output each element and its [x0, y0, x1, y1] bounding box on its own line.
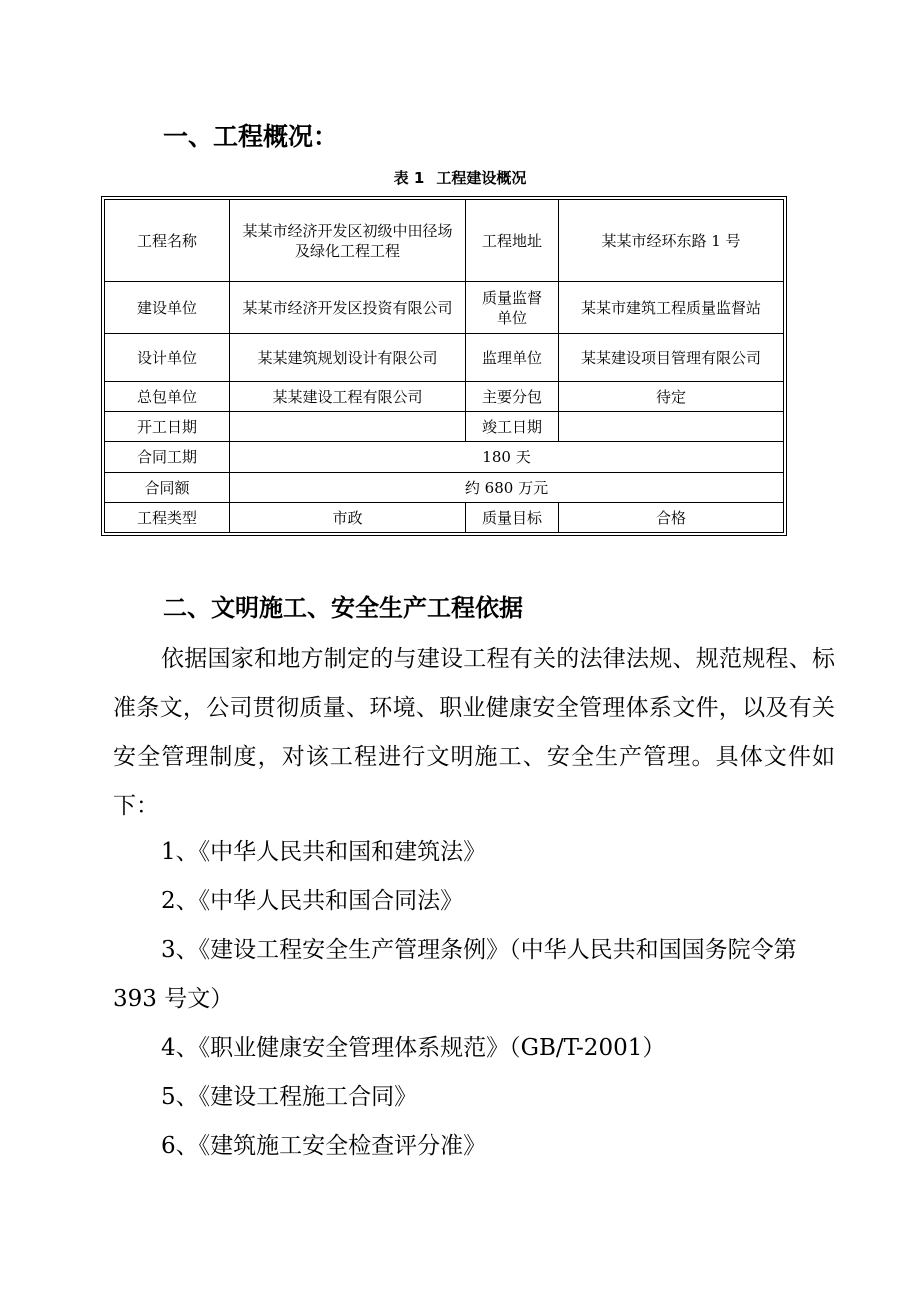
list-item: 4、《职业健康安全管理体系规范》（GB/T-2001） — [161, 1035, 666, 1061]
table-row — [105, 412, 784, 442]
completion-date-label: 竣工日期 — [466, 412, 559, 442]
list-item: 1、《中华人民共和国和建筑法》 — [161, 839, 487, 865]
list-item: 5、《建设工程施工合同》 — [161, 1084, 418, 1110]
table-row — [105, 442, 784, 473]
builder-value: 某某市经济开发区投资有限公司 — [230, 282, 466, 334]
project-name-value: 某某市经济开发区初级中田径场及绿化工程工程 — [230, 200, 466, 282]
project-type-value: 市政 — [230, 503, 466, 533]
contract-amount-value: 约 680 万元 — [230, 473, 784, 503]
project-address-label: 工程地址 — [466, 200, 559, 282]
basis-paragraph: 依据国家和地方制定的与建设工程有关的法律法规、规范规程、标准条文，公司贯彻质量、环境、职业健康安全管理体系文件，以及有关安全管理制度，对该工程进行文明施工、安全生产管理。具体文件如下： — [113, 646, 835, 819]
quality-target-value: 合格 — [559, 503, 784, 533]
list-item: 6、《建筑施工安全检查评分准》 — [161, 1133, 487, 1159]
project-name-label: 工程名称 — [105, 200, 230, 282]
table-row — [105, 503, 784, 533]
general-contractor-value: 某某建设工程有限公司 — [230, 382, 466, 412]
project-type-label: 工程类型 — [105, 503, 230, 533]
list-item: 3、《建设工程安全生产管理条例》（中华人民共和国国务院令第 393 号文） — [113, 937, 797, 1012]
quality-target-label: 质量目标 — [466, 503, 559, 533]
main-subcontractor-label: 主要分包 — [466, 382, 559, 412]
quality-supervision-value: 某某市建筑工程质量监督站 — [559, 282, 784, 334]
table-row — [105, 200, 784, 282]
table-row — [105, 334, 784, 382]
table-row — [105, 473, 784, 503]
general-contractor-label: 总包单位 — [105, 382, 230, 412]
table-row — [105, 382, 784, 412]
table-caption — [0, 168, 920, 188]
table-row — [105, 282, 784, 334]
list-item: 2、《中华人民共和国合同法》 — [161, 888, 464, 914]
builder-label: 建设单位 — [105, 282, 230, 334]
start-date-value — [230, 412, 466, 442]
project-address-value: 某某市经环东路 1 号 — [559, 200, 784, 282]
main-subcontractor-value: 待定 — [559, 382, 784, 412]
supervisor-label: 监理单位 — [466, 334, 559, 382]
supervisor-value: 某某建设项目管理有限公司 — [559, 334, 784, 382]
quality-supervision-label: 质量监督单位 — [466, 282, 559, 334]
completion-date-value — [559, 412, 784, 442]
section-2-heading: 二、文明施工、安全生产工程依据 — [163, 594, 523, 622]
contract-period-label: 合同工期 — [105, 442, 230, 473]
table-caption-number: 表 1 — [393, 169, 425, 187]
designer-label: 设计单位 — [105, 334, 230, 382]
designer-value: 某某建筑规划设计有限公司 — [230, 334, 466, 382]
reference-list — [113, 828, 835, 1171]
section-1-heading: 一、工程概况： — [163, 122, 339, 151]
table-caption-title: 工程建设概况 — [436, 169, 527, 187]
start-date-label: 开工日期 — [105, 412, 230, 442]
contract-period-value: 180 天 — [230, 442, 784, 473]
contract-amount-label: 合同额 — [105, 473, 230, 503]
project-overview-table — [101, 196, 787, 536]
